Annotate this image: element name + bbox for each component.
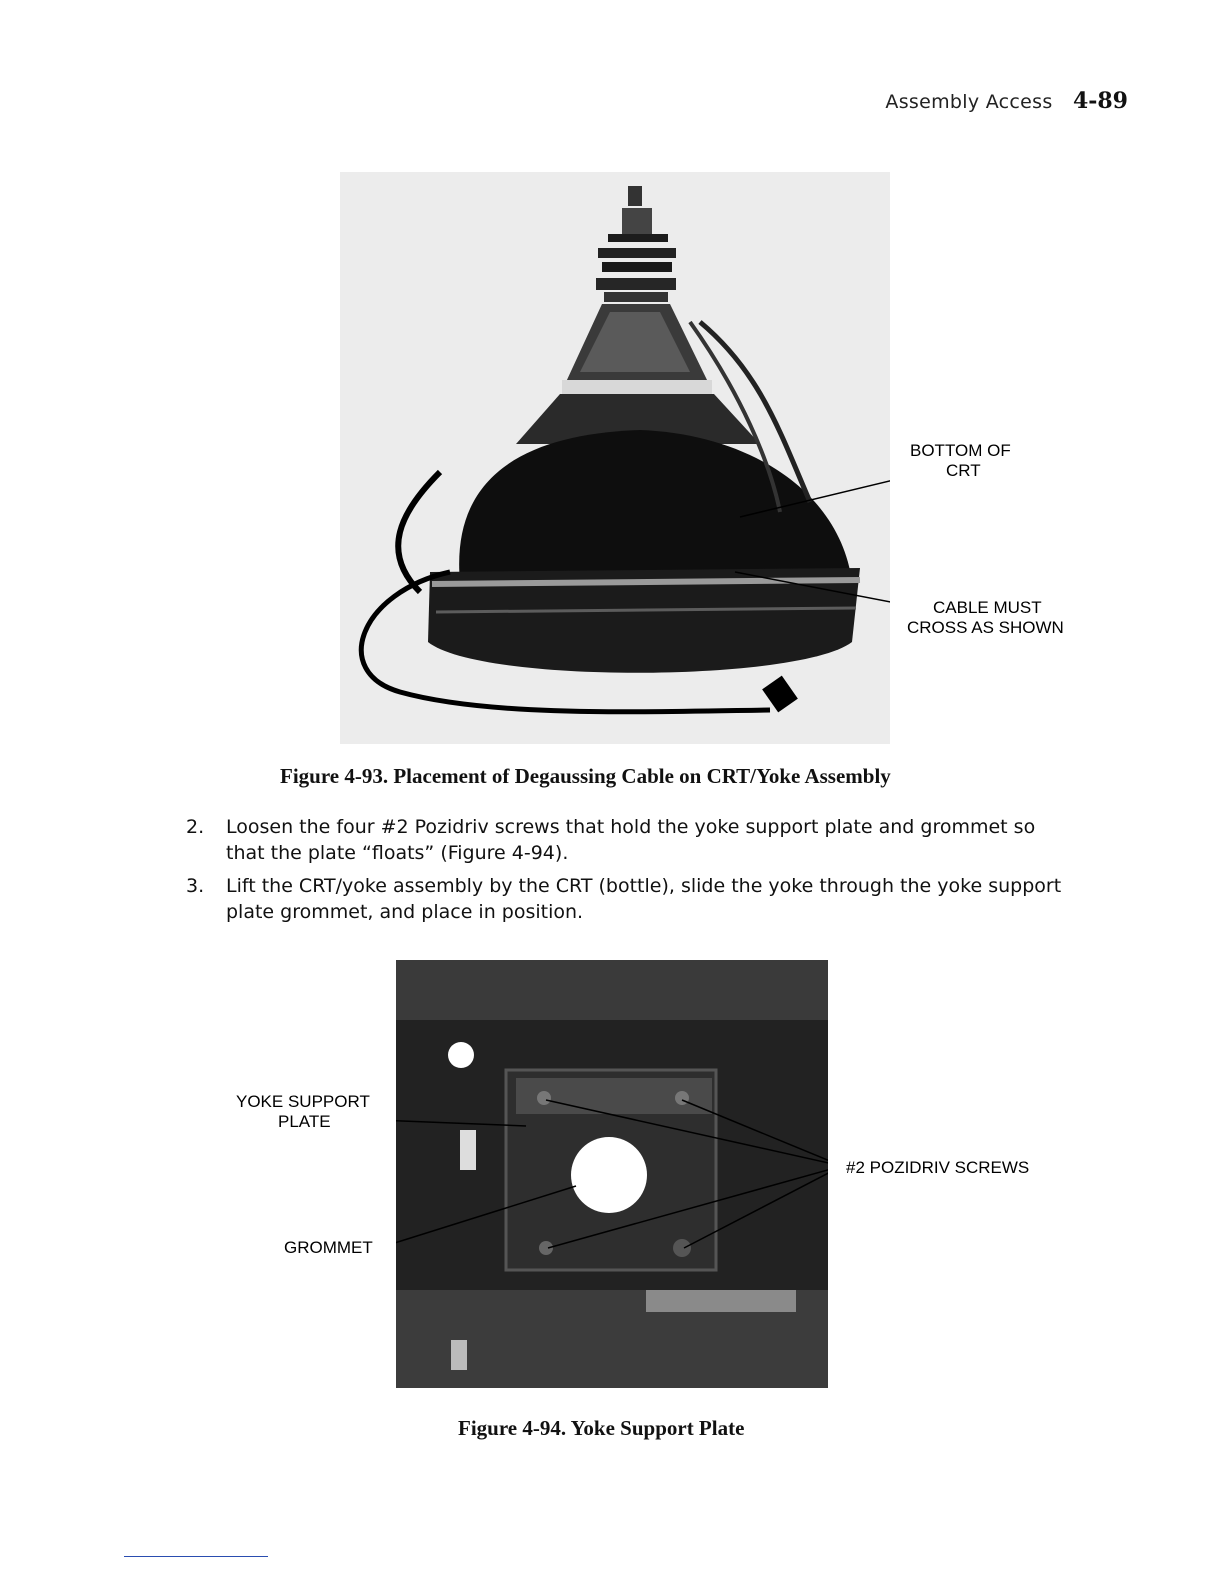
figure-93-caption: Figure 4-93. Placement of Degaussing Cable on CRT/Yoke Assembly: [280, 764, 891, 788]
callout-grommet: GROMMET: [284, 1238, 373, 1257]
callout-pozidriv-screws: #2 POZIDRIV SCREWS: [846, 1158, 1030, 1177]
step-3-number: 3.: [186, 875, 205, 897]
figure-94-photo: [396, 960, 828, 1388]
running-header: [885, 88, 1128, 114]
page-number: 4-89: [1072, 88, 1128, 114]
step-3: [186, 873, 1076, 929]
callout-bottom-of-crt: BOTTOM OF CRT: [910, 441, 1011, 480]
section-title: Assembly Access: [885, 91, 1053, 113]
step-3-text: Lift the CRT/yoke assembly by the CRT (bottle), slide the yoke through the yoke support plate grommet, and place in position.: [226, 875, 1062, 923]
callout-yoke-support-plate: YOKE SUPPORT PLATE: [236, 1092, 370, 1131]
step-2-text: Loosen the four #2 Pozidriv screws that hold the yoke support plate and grommet so that the plate “floats” (Figure 4-94).: [226, 816, 1036, 864]
figure-94-caption: Figure 4-94. Yoke Support Plate: [458, 1416, 745, 1440]
step-2-number: 2.: [186, 816, 205, 838]
step-2: [186, 814, 1076, 870]
callout-cable-must-cross: CABLE MUST CROSS AS SHOWN: [907, 598, 1064, 637]
footer-divider: [124, 1556, 268, 1557]
figure-93-photo: [340, 172, 890, 744]
